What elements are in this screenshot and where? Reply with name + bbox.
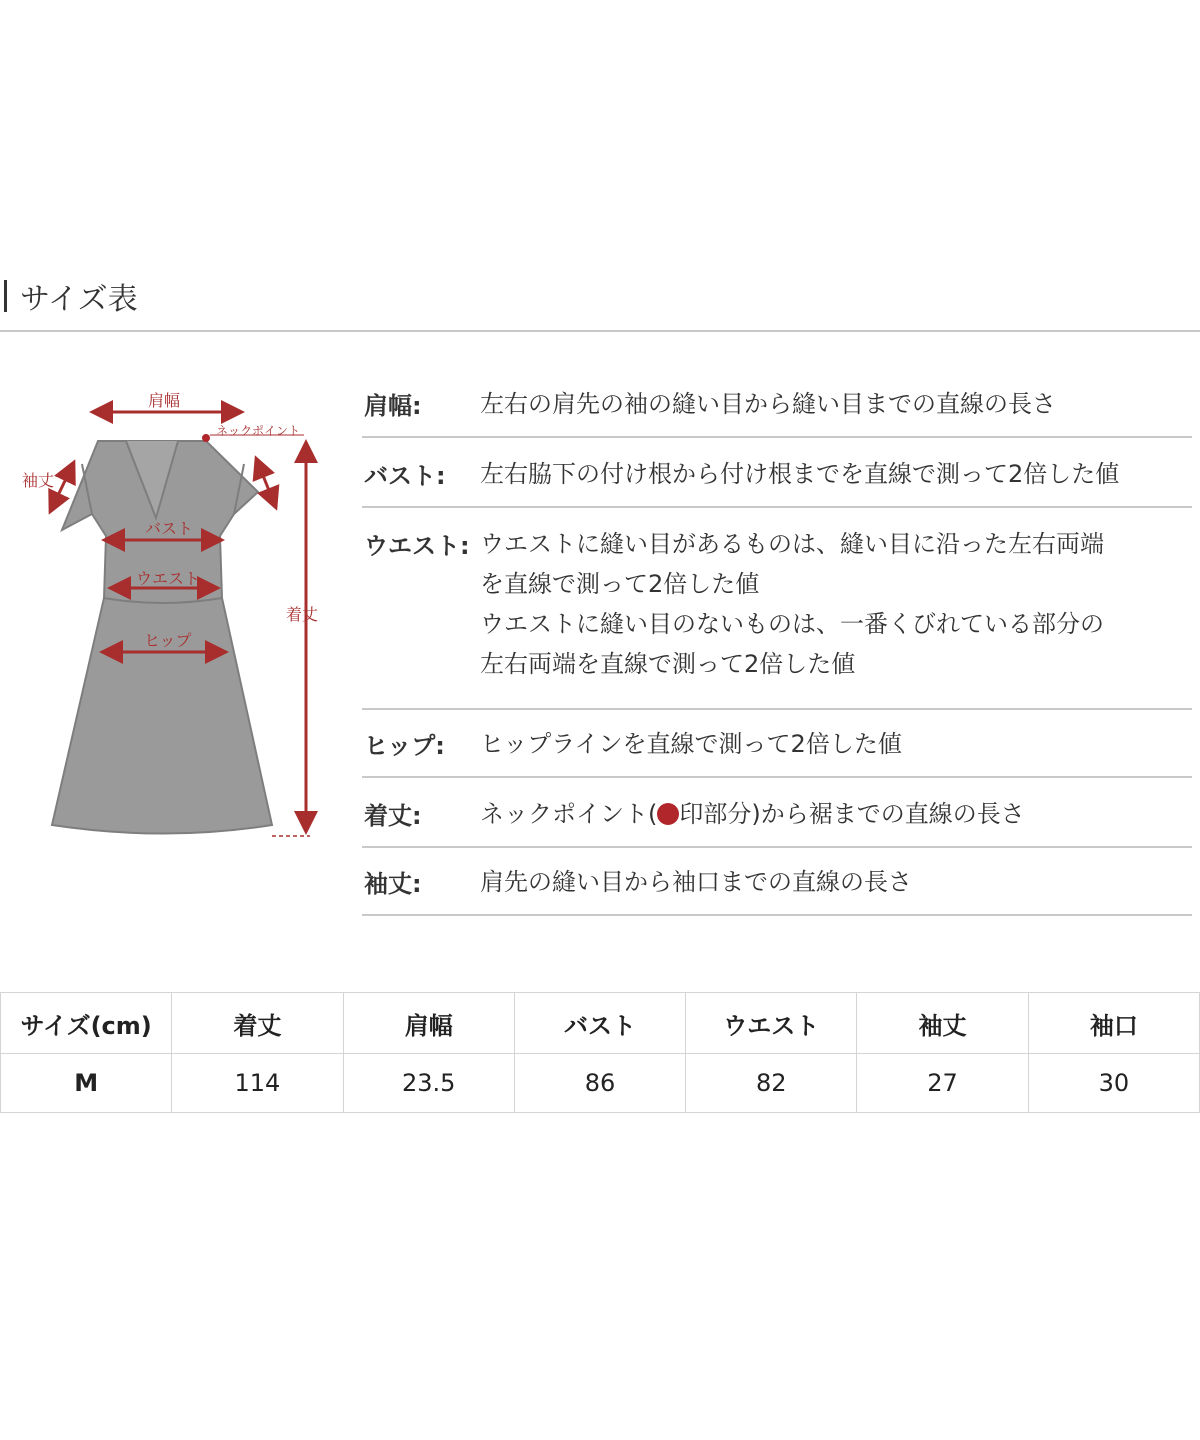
table-cell: 23.5 — [343, 1054, 514, 1113]
label-waist: ウエスト — [136, 569, 201, 588]
column-header: 肩幅 — [343, 993, 514, 1054]
neckpoint-dot — [202, 434, 210, 442]
definition-term: 袖丈: — [364, 870, 422, 898]
definition-desc-before: ネックポイント( — [480, 800, 658, 828]
table-cell: 82 — [686, 1054, 857, 1113]
label-sleeve: 袖丈 — [22, 471, 55, 490]
table-cell: 114 — [172, 1054, 343, 1113]
size-table — [0, 992, 1200, 1113]
definition-term: 肩幅: — [364, 392, 422, 420]
definition-term: ヒップ: — [364, 732, 445, 760]
definition-row — [362, 778, 1192, 848]
table-cell: 30 — [1028, 1054, 1199, 1113]
label-length: 着丈 — [286, 605, 319, 624]
definition-row — [362, 710, 1192, 778]
label-hip: ヒップ — [144, 631, 192, 650]
definition-desc: 肩先の縫い目から袖口までの直線の長さ — [480, 868, 912, 896]
table-header-row — [1, 993, 1200, 1054]
definition-desc: ヒップラインを直線で測って2倍した値 — [480, 730, 902, 758]
definition-list — [362, 372, 1192, 916]
definition-line: ウエストに縫い目があるものは、縫い目に沿った左右両端 — [480, 530, 1104, 558]
column-header: サイズ(cm) — [1, 993, 172, 1054]
label-neckpoint: ネックポイント — [216, 424, 301, 438]
column-header: 袖丈 — [857, 993, 1028, 1054]
column-header: バスト — [514, 993, 685, 1054]
definition-desc-multiline — [480, 508, 1192, 684]
table-cell: 27 — [857, 1054, 1028, 1113]
definition-term: 着丈: — [364, 802, 422, 830]
definition-row — [362, 848, 1192, 916]
definition-desc: 左右の肩先の袖の縫い目から縫い目までの直線の長さ — [480, 390, 1056, 418]
column-header: 袖口 — [1028, 993, 1199, 1054]
definition-row — [362, 438, 1192, 508]
definition-line: を直線で測って2倍した値 — [480, 570, 760, 598]
garment-diagram — [0, 370, 340, 850]
definition-term: バスト: — [364, 462, 446, 490]
definition-term: ウエスト: — [364, 532, 470, 560]
title-bar — [0, 268, 1200, 332]
neckpoint-dot-icon — [657, 803, 679, 825]
definition-line: 左右両端を直線で測って2倍した値 — [480, 650, 856, 678]
table-cell: 86 — [514, 1054, 685, 1113]
definition-row — [362, 508, 1192, 710]
title-accent-bar — [4, 280, 7, 312]
table-cell-size: M — [1, 1054, 172, 1113]
definition-line: ウエストに縫い目のないものは、一番くびれている部分の — [480, 610, 1104, 638]
definition-desc-after: 印部分)から裾までの直線の長さ — [679, 800, 1025, 828]
page-title: サイズ表 — [20, 282, 138, 317]
label-shoulder: 肩幅 — [148, 391, 181, 410]
definition-desc: 左右脇下の付け根から付け根までを直線で測って2倍した値 — [480, 460, 1120, 488]
table-row — [1, 1054, 1200, 1113]
column-header: ウエスト — [686, 993, 857, 1054]
definition-row — [362, 372, 1192, 438]
column-header: 着丈 — [172, 993, 343, 1054]
label-bust: バスト — [145, 519, 194, 538]
definition-desc — [480, 778, 1192, 834]
